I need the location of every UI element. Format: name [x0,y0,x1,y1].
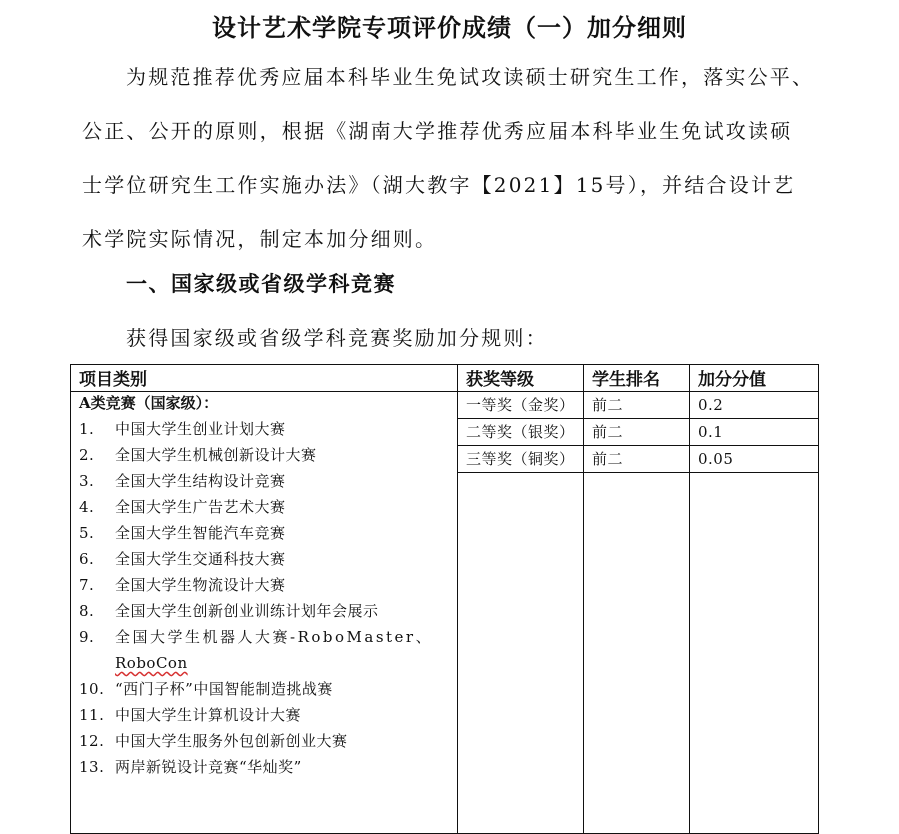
list-item: 12. 中国大学生服务外包创新创业大赛 [79,732,348,750]
document-title: 设计艺术学院专项评价成绩（一）加分细则 [212,14,687,42]
paragraph-line: 公正、公开的原则，根据《湖南大学推荐优秀应届本科毕业生免试攻读硕 [82,119,793,143]
header-student-rank: 学生排名 [584,365,690,392]
score-cell: 0.2 [690,392,819,419]
intro-paragraph [82,50,842,266]
paragraph-line: 士学位研究生工作实施办法》（湖大教字【2021】15号），并结合设计艺 [82,173,796,197]
paragraph-line: 术学院实际情况，制定本加分细则。 [82,227,438,251]
rank-cell: 前二 [584,419,690,446]
table-header-row [71,365,819,392]
bonus-rules-table [70,364,819,834]
list-item: 9. 全国大学生机器人大赛-RoboMaster、 RoboCon [79,628,434,672]
list-item: 5. 全国大学生智能汽车竞赛 [79,524,286,542]
list-item: 1. 中国大学生创业计划大赛 [79,420,286,438]
table-row [71,392,819,419]
score-cell: 0.1 [690,419,819,446]
competition-category: A类竞赛（国家级）： [79,394,219,412]
rank-cell: 前二 [584,392,690,419]
list-item: 10. “西门子杯”中国智能制造挑战赛 [79,680,333,698]
list-item: 13. 两岸新锐设计竞赛“华灿奖” [79,758,302,776]
robocon-text: RoboCon [115,654,188,672]
header-category: 项目类别 [71,365,458,392]
list-item: 4. 全国大学生广告艺术大赛 [79,498,286,516]
list-item: 2. 全国大学生机械创新设计大赛 [79,446,317,464]
rank-cell: 前二 [584,446,690,473]
paragraph-line: 为规范推荐优秀应届本科毕业生免试攻读硕士研究生工作，落实公平、 [126,65,815,89]
competition-list-cell [71,392,458,834]
list-item: 11. 中国大学生计算机设计大赛 [79,706,302,724]
list-item: 3. 全国大学生结构设计竞赛 [79,472,286,490]
section-intro: 获得国家级或省级学科竞赛奖励加分规则： [126,326,548,350]
score-cell: 0.05 [690,446,819,473]
list-item: 8. 全国大学生创新创业训练计划年会展示 [79,602,379,620]
award-level-cell: 二等奖（银奖） [458,419,584,446]
award-level-cell: 一等奖（金奖） [458,392,584,419]
header-award-level: 获奖等级 [458,365,584,392]
list-item: 6. 全国大学生交通科技大赛 [79,550,286,568]
award-level-cell: 三等奖（铜奖） [458,446,584,473]
section-heading: 一、国家级或省级学科竞赛 [126,272,396,296]
list-item: 7. 全国大学生物流设计大赛 [79,576,286,594]
header-score: 加分分值 [690,365,819,392]
